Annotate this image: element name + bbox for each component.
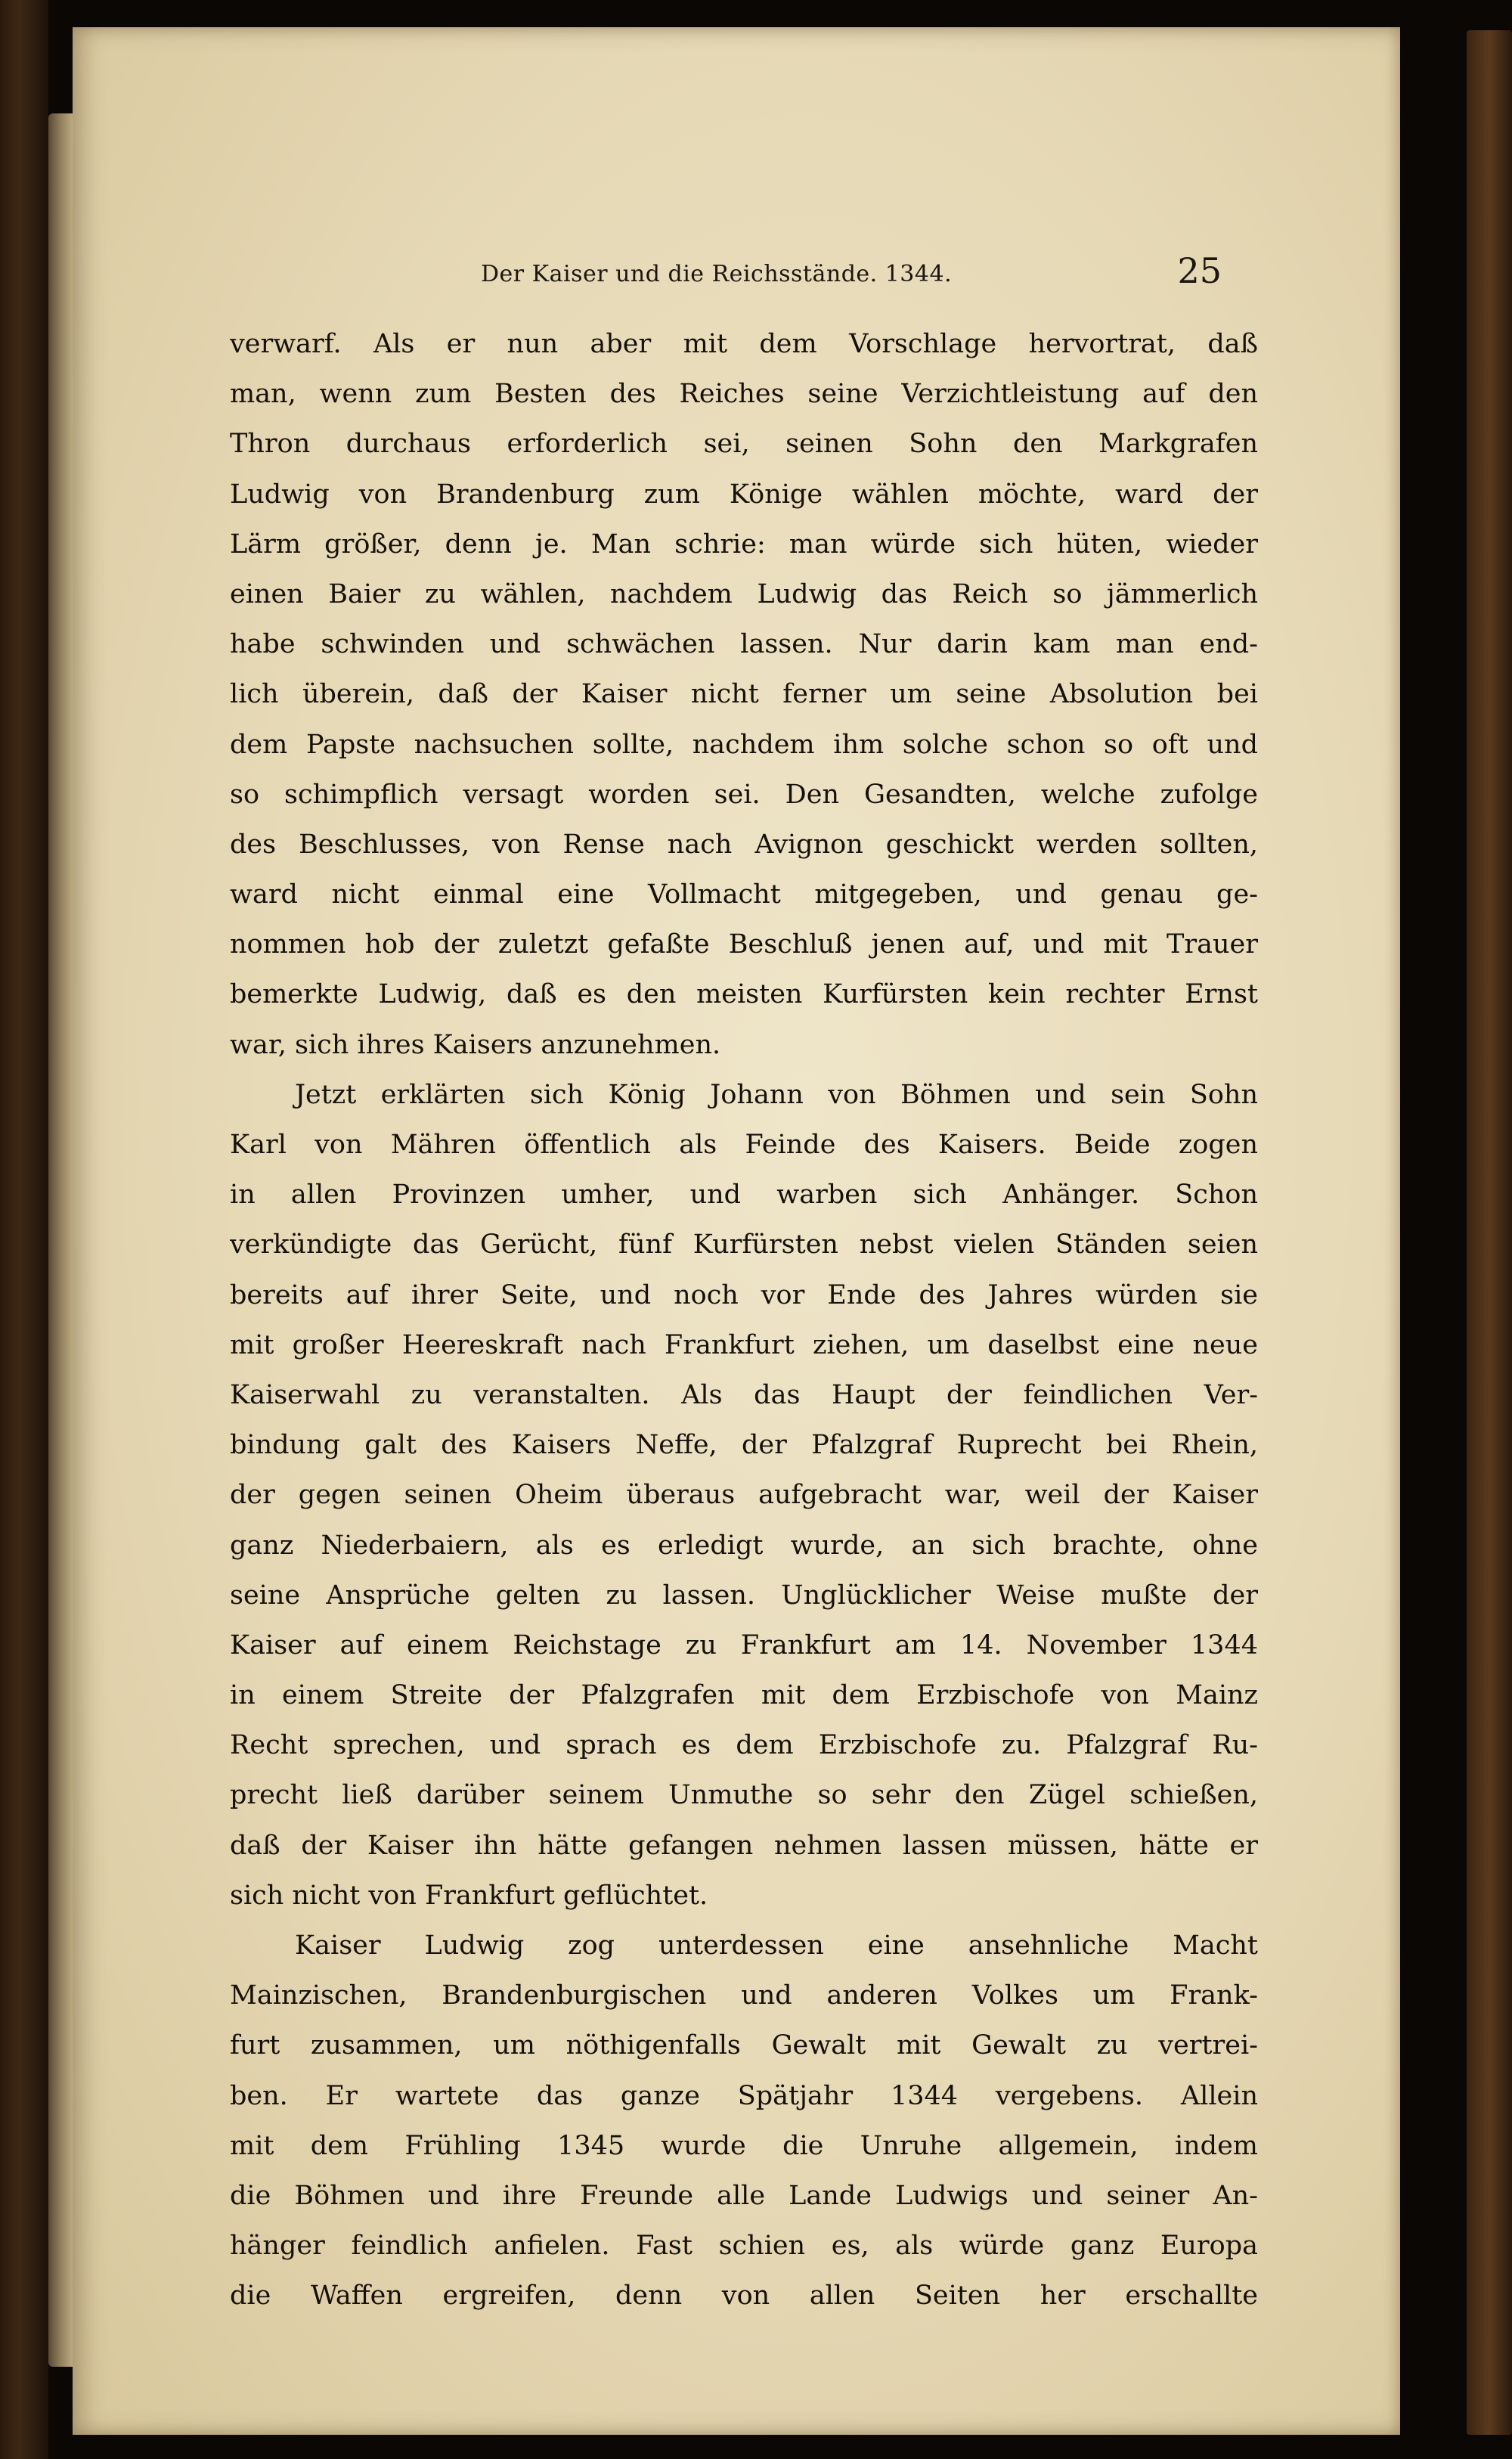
text-line: lich überein, daß der Kaiser nicht ferner um seine Absolution bei (230, 679, 1258, 710)
text-line: einen Baier zu wählen, nachdem Ludwig das Reich so jämmerlich (230, 578, 1258, 609)
text-line: hänger feindlich anfielen. Fast schien es, als würde ganz Europa (230, 2231, 1258, 2262)
text-line: verwarf. Als er nun aber mit dem Vorschlage hervortrat, daß (230, 329, 1258, 359)
text-line: dem Papste nachsuchen sollte, nachdem ihm solche schon so oft und (230, 729, 1258, 760)
text-line: ben. Er wartete das ganze Spätjahr 1344 vergebens. Allein (230, 2080, 1258, 2111)
text-line: der gegen seinen Oheim überaus aufgebracht war, weil der Kaiser (230, 1480, 1258, 1511)
text-line: Jetzt erklärten sich König Johann von Böhmen und sein Sohn (295, 1079, 1258, 1110)
text-line: des Beschlusses, von Rense nach Avignon geschickt werden sollten, (230, 829, 1258, 860)
text-line: mit großer Heereskraft nach Frankfurt ziehen, um daselbst eine neue (230, 1329, 1258, 1360)
text-line: Karl von Mähren öffentlich als Feinde des Kaisers. Beide zogen (230, 1130, 1258, 1160)
text-line: Kaiserwahl zu veranstalten. Als das Haupt der feindlichen Ver- (230, 1379, 1258, 1410)
text-line: daß der Kaiser ihn hätte gefangen nehmen lassen müssen, hätte er (230, 1830, 1258, 1861)
text-line: habe schwinden und schwächen lassen. Nur darin kam man end- (230, 629, 1258, 660)
text-line: Mainzischen, Brandenburgischen und anderen Volkes um Frank- (230, 1980, 1258, 2011)
text-line: verkündigte das Gerücht, fünf Kurfürsten nebst vielen Ständen seien (230, 1230, 1258, 1261)
book-cover-edge (1467, 30, 1512, 2435)
text-line: seine Ansprüche gelten zu lassen. Unglücklicher Weise mußte der (230, 1580, 1258, 1611)
book-binding (0, 0, 48, 2459)
text-line: bemerkte Ludwig, daß es den meisten Kurfürsten kein rechter Ernst (230, 979, 1258, 1010)
text-line: bindung galt des Kaisers Neffe, der Pfalzgraf Ruprecht bei Rhein, (230, 1430, 1258, 1461)
text-line: in einem Streite der Pfalzgrafen mit dem Erzbischofe von Mainz (230, 1680, 1258, 1711)
text-line: die Böhmen und ihre Freunde alle Lande Ludwigs und seiner An- (230, 2180, 1258, 2211)
text-line: war, sich ihres Kaisers anzunehmen. (230, 1029, 721, 1060)
text-line: bereits auf ihrer Seite, und noch vor Ende des Jahres würden sie (230, 1279, 1258, 1310)
paragraph-2 (230, 1070, 1258, 1921)
text-line: Kaiser Ludwig zog unterdessen eine ansehnliche Macht (295, 1930, 1258, 1961)
text-line: furt zusammen, um nöthigenfalls Gewalt mit Gewalt zu vertrei- (230, 2030, 1258, 2061)
text-line: so schimpflich versagt worden sei. Den Gesandten, welche zufolge (230, 779, 1258, 810)
page-number: 25 (1177, 250, 1222, 291)
text-line: die Waffen ergreifen, denn von allen Seiten her erschallte (230, 2281, 1258, 2312)
text-line: precht ließ darüber seinem Unmuthe so sehr den Zügel schießen, (230, 1780, 1258, 1811)
text-line: Thron durchaus erforderlich sei, seinen Sohn den Markgrafen (230, 429, 1258, 460)
running-title: Der Kaiser und die Reichsstände. 1344. (481, 261, 953, 287)
text-line: sich nicht von Frankfurt geflüchtet. (230, 1880, 708, 1911)
paragraph-3 (230, 1921, 1258, 2321)
text-line: in allen Provinzen umher, und warben sich Anhänger. Schon (230, 1180, 1258, 1211)
paragraph-1 (230, 319, 1258, 1070)
text-line: nommen hob der zuletzt gefaßte Beschluß jenen auf, und mit Trauer (230, 929, 1258, 960)
text-line: Ludwig von Brandenburg zum Könige wählen möchte, ward der (230, 479, 1258, 510)
book-page (73, 27, 1400, 2435)
text-line: Recht sprechen, und sprach es dem Erzbischofe zu. Pfalzgraf Ru- (230, 1730, 1258, 1761)
body-text (230, 319, 1258, 2321)
text-line: Kaiser auf einem Reichstage zu Frankfurt am 14. November 1344 (230, 1630, 1258, 1661)
text-line: ganz Niederbaiern, als es erledigt wurde, an sich brachte, ohne (230, 1530, 1258, 1561)
text-line: man, wenn zum Besten des Reiches seine Verzichtleistung auf den (230, 379, 1258, 410)
page-header (481, 250, 1222, 296)
text-line: mit dem Frühling 1345 wurde die Unruhe allgemein, indem (230, 2130, 1258, 2161)
text-line: Lärm größer, denn je. Man schrie: man würde sich hüten, wieder (230, 529, 1258, 560)
text-line: ward nicht einmal eine Vollmacht mitgegeben, und genau ge- (230, 879, 1258, 910)
